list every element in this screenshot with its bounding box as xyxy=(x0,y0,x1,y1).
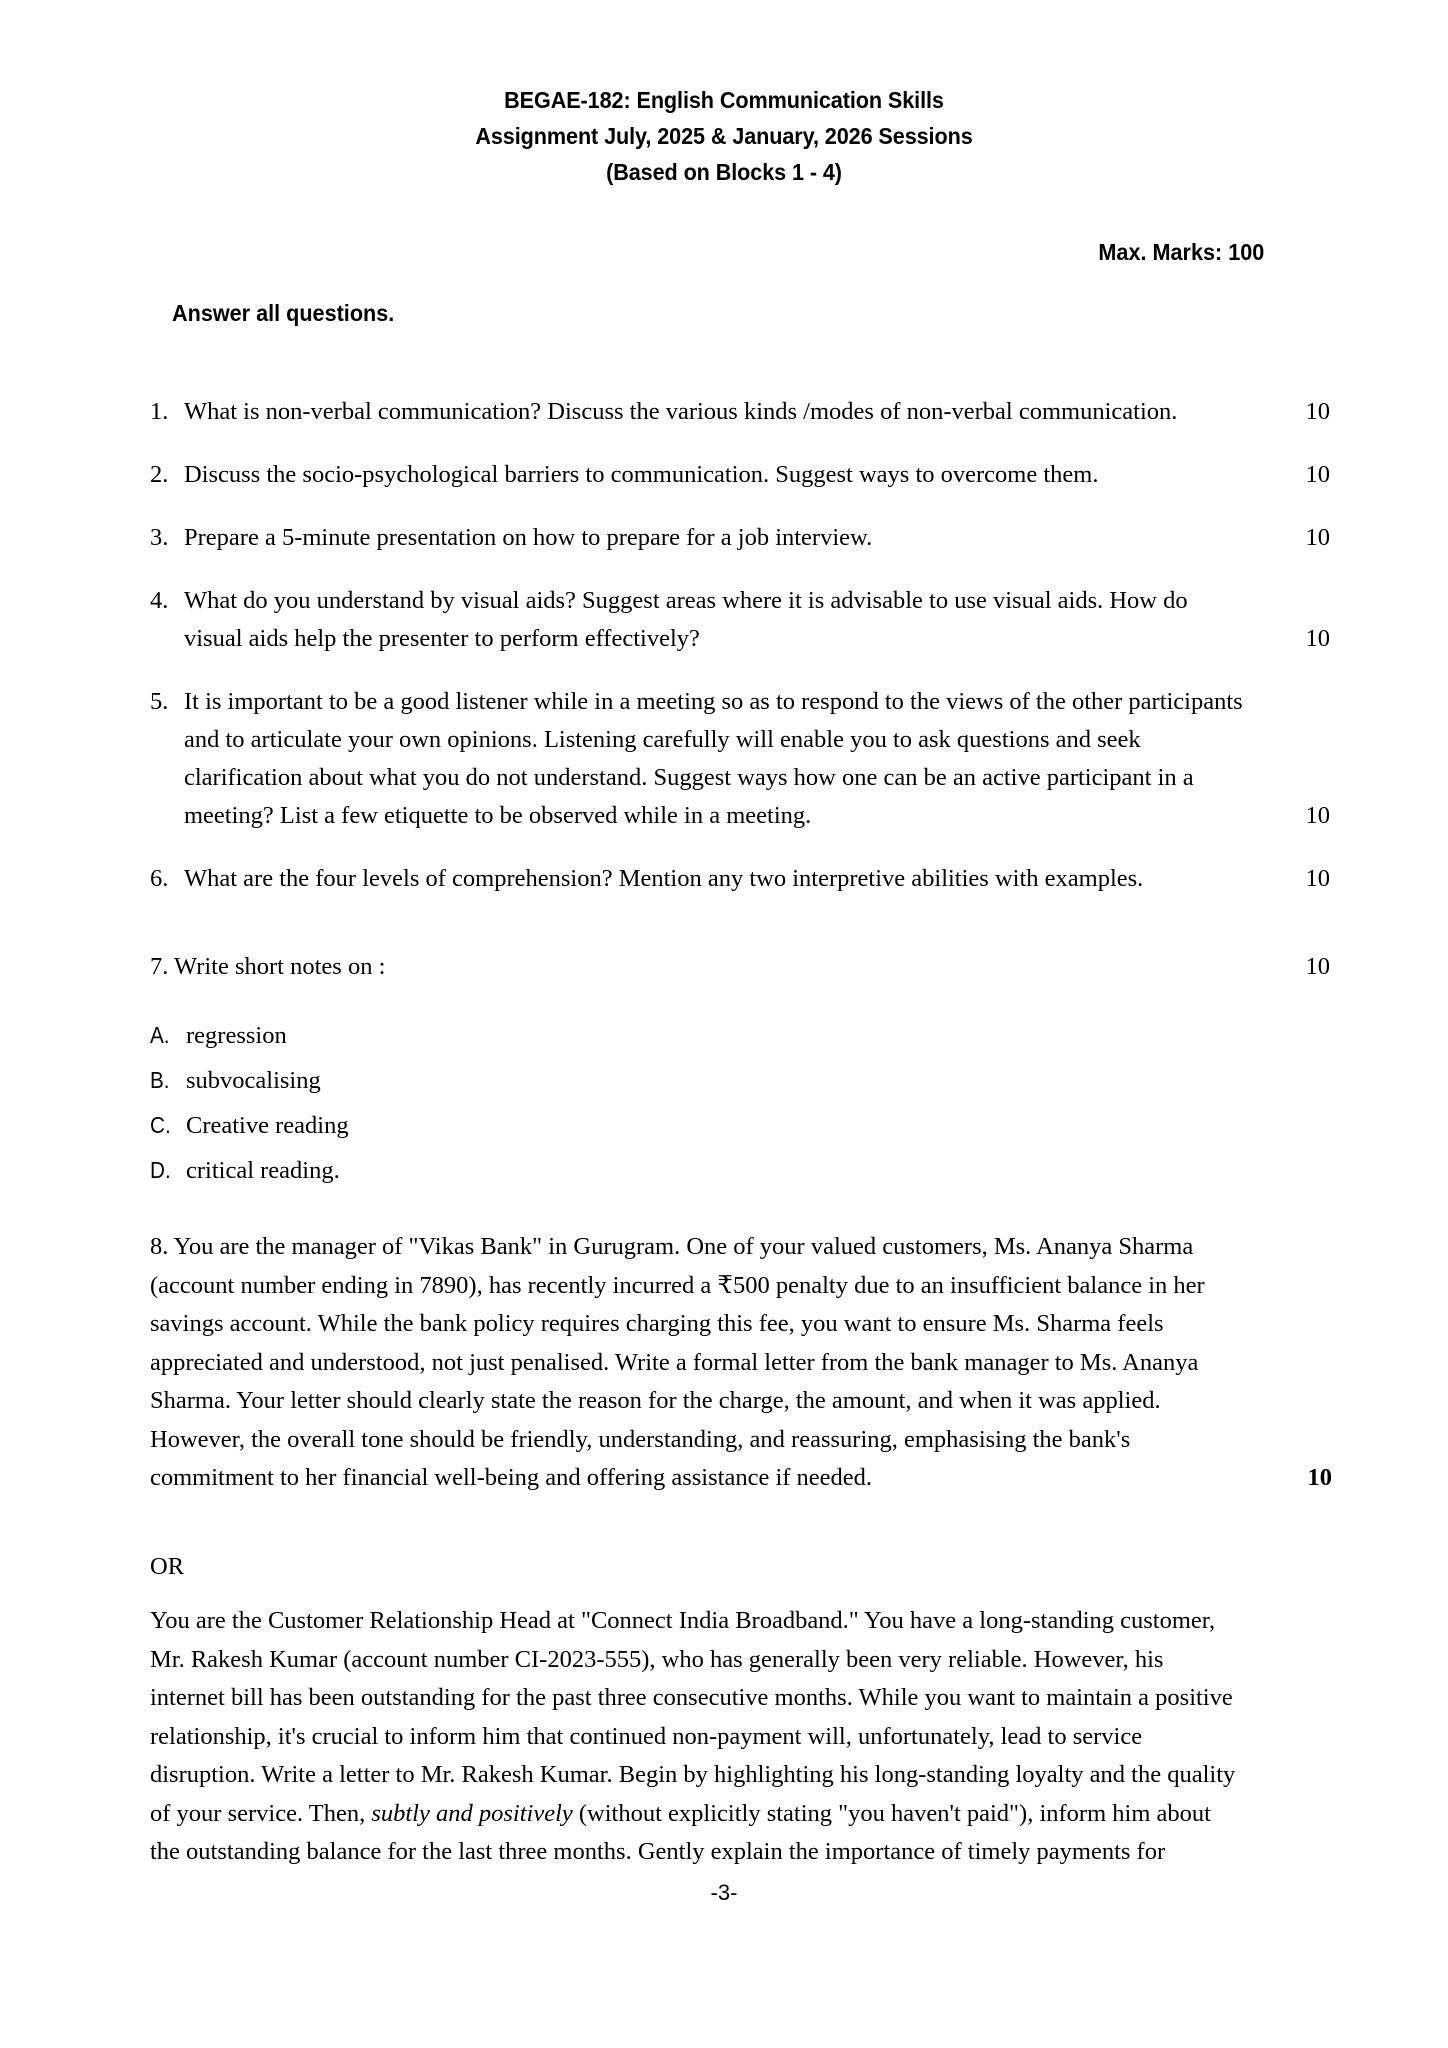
question-text xyxy=(184,683,1330,835)
question-7-subitem xyxy=(150,1106,1330,1145)
paragraph-line-mixed xyxy=(150,1795,1332,1834)
paragraph-line: However, the overall tone should be friendly, understanding, and reassuring, emphasising the bank's xyxy=(150,1425,1131,1453)
question-text xyxy=(184,582,1330,658)
question-marks: 10 xyxy=(1305,524,1330,551)
question-list xyxy=(150,393,1330,923)
question-number: 2. xyxy=(150,461,169,488)
page-footer xyxy=(0,1880,1448,1906)
answer-all-questions-instruction: Answer all questions. xyxy=(172,300,395,326)
question-line: What is non-verbal communication? Discuss the various kinds /modes of non-verbal communication. xyxy=(184,398,1178,425)
question-item xyxy=(150,393,1330,431)
question-line: What are the four levels of comprehension? Mention any two interpretive abilities with examples. xyxy=(184,865,1144,892)
question-marks: 10 xyxy=(1305,802,1330,829)
question-text xyxy=(184,519,1330,557)
paragraph-line: appreciated and understood, not just penalised. Write a formal letter from the bank manager to Ms. Ananya xyxy=(150,1348,1199,1376)
subitem-text: subvocalising xyxy=(186,1067,321,1094)
paragraph-line: disruption. Write a letter to Mr. Rakesh Kumar. Begin by highlighting his long-standing loyalty and the quality xyxy=(150,1761,1236,1788)
paragraph-line: Mr. Rakesh Kumar (account number CI-2023-555), who has generally been very reliable. However, his xyxy=(150,1645,1164,1673)
question-marks: 10 xyxy=(1305,865,1330,892)
paragraph-line: relationship, it's crucial to inform him that continued non-payment will, unfortunately, lead to service xyxy=(150,1722,1143,1750)
paragraph-line: the outstanding balance for the last three months. Gently explain the importance of timely payments for xyxy=(150,1838,1166,1865)
question-marks: 10 xyxy=(1305,461,1330,488)
question-text xyxy=(184,393,1330,431)
paragraph-line: (account number ending in 7890), has recently incurred a ₹500 penalty due to an insufficient balance in her xyxy=(150,1271,1205,1299)
question-line: clarification about what you do not understand. Suggest ways how one can be an active participant in a xyxy=(184,764,1194,791)
question-7-subitem xyxy=(150,1151,1330,1190)
or-separator-label: OR xyxy=(150,1553,185,1580)
paragraph-line: internet bill has been outstanding for the past three consecutive months. While you want to maintain a positive xyxy=(150,1684,1233,1711)
question-line: Prepare a 5-minute presentation on how to prepare for a job interview. xyxy=(184,524,873,551)
question-item xyxy=(150,519,1330,557)
question-line: and to articulate your own opinions. Listening carefully will enable you to ask questions and seek xyxy=(184,726,1141,753)
question-number: 3. xyxy=(150,524,169,551)
emphasised-phrase: subtly and positively xyxy=(371,1799,573,1827)
paragraph-line-with-marks xyxy=(150,1459,1332,1498)
header-title-line-1: BEGAE-182: English Communication Skills xyxy=(504,87,944,113)
question-marks: 10 xyxy=(1305,398,1330,425)
paragraph-line: Sharma. Your letter should clearly state the reason for the charge, the amount, and when it was applied. xyxy=(150,1387,1161,1414)
subitem-letter: A. xyxy=(150,1022,170,1048)
question-line: Discuss the socio-psychological barriers to communication. Suggest ways to overcome them. xyxy=(184,461,1099,488)
subitem-letter: D. xyxy=(150,1157,171,1183)
paragraph-line-text: commitment to her financial well-being and offering assistance if needed. xyxy=(150,1464,873,1491)
subitem-letter: B. xyxy=(150,1067,170,1093)
question-number: 1. xyxy=(150,398,169,425)
paragraph-text-before-italic: of your service. Then, xyxy=(150,1799,372,1827)
question-7-block xyxy=(150,948,1330,1196)
question-text xyxy=(184,456,1330,494)
question-7-label: 7. Write short notes on : xyxy=(150,953,386,980)
header-title-line-2: Assignment July, 2025 & January, 2026 Sessions xyxy=(475,123,973,149)
paragraph-line: 8. You are the manager of "Vikas Bank" in Gurugram. One of your valued customers, Ms. Ananya Sharma xyxy=(150,1233,1194,1260)
question-8-marks: 10 xyxy=(1307,1464,1332,1491)
question-line: It is important to be a good listener while in a meeting so as to respond to the views of the other participants xyxy=(184,688,1243,715)
question-7-sublist xyxy=(150,1016,1330,1190)
question-line: What do you understand by visual aids? Suggest areas where it is advisable to use visual aids. How do xyxy=(184,587,1188,614)
question-number: 5. xyxy=(150,688,169,715)
question-item xyxy=(150,683,1330,835)
question-7-marks: 10 xyxy=(1305,953,1330,980)
question-line: visual aids help the presenter to perform effectively? xyxy=(184,625,700,652)
question-line: meeting? List a few etiquette to be observed while in a meeting. xyxy=(184,802,812,829)
paragraph-line: savings account. While the bank policy requires charging this fee, you want to ensure Ms. Sharma feels xyxy=(150,1310,1164,1337)
question-7-header xyxy=(150,948,1330,986)
question-text xyxy=(184,860,1330,898)
header-title-line-3: (Based on Blocks 1 - 4) xyxy=(606,159,842,185)
question-7-subitem xyxy=(150,1061,1330,1100)
max-marks-label: Max. Marks: 100 xyxy=(1098,239,1264,265)
question-number: 6. xyxy=(150,865,169,892)
question-item xyxy=(150,860,1330,898)
question-item xyxy=(150,582,1330,658)
subitem-letter: C. xyxy=(150,1112,171,1138)
paragraph-text-after-italic: (without explicitly stating "you haven't paid"), inform him about xyxy=(572,1799,1211,1827)
question-item xyxy=(150,456,1330,494)
subitem-text: Creative reading xyxy=(186,1112,349,1139)
page-number: -3- xyxy=(710,1880,738,1905)
question-marks: 10 xyxy=(1305,625,1330,652)
paragraph-line: You are the Customer Relationship Head at "Connect India Broadband." You have a long-standing customer, xyxy=(150,1607,1216,1634)
subitem-text: regression xyxy=(186,1022,287,1049)
document-header xyxy=(58,82,1390,190)
question-number: 4. xyxy=(150,587,169,614)
or-question-paragraph xyxy=(150,1602,1332,1872)
subitem-text: critical reading. xyxy=(186,1157,340,1184)
question-8-paragraph xyxy=(150,1228,1332,1498)
question-7-subitem xyxy=(150,1016,1330,1055)
